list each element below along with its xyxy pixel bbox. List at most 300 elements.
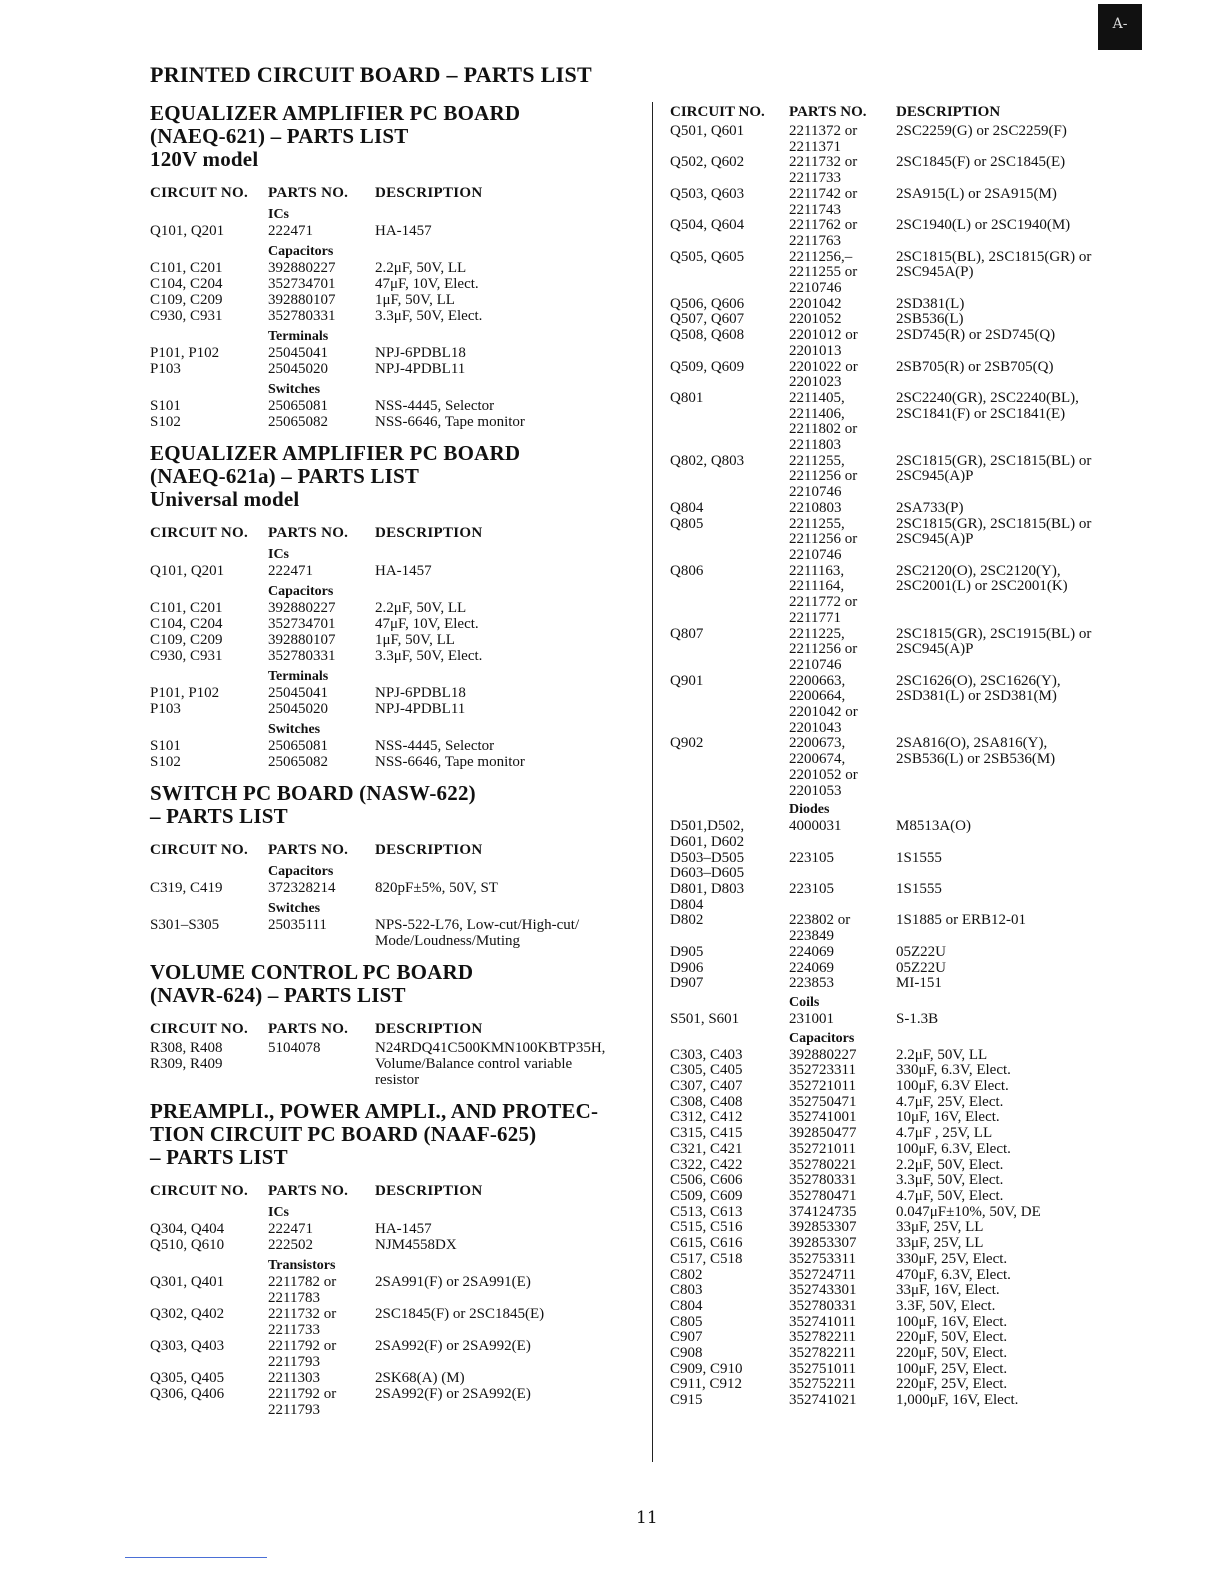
parts-no: 222471 (268, 223, 313, 239)
description: HA-1457 (375, 223, 432, 239)
description: 1μF, 50V, LL (375, 632, 455, 648)
category-name: Switches (268, 901, 321, 916)
header-parts-no: PARTS NO. (268, 1183, 349, 1199)
board-section (150, 442, 630, 770)
board-section (150, 102, 630, 430)
description: 1S1555 (896, 881, 942, 898)
circuit-no: Q509, Q609 (670, 358, 745, 375)
table-row (670, 736, 1140, 799)
column-header (150, 1183, 630, 1200)
header-circuit-no: CIRCUIT NO. (150, 1183, 249, 1199)
category-spacer (150, 547, 268, 563)
description: 2SA991(F) or 2SA991(E) (375, 1274, 531, 1290)
section-title: EQUALIZER AMPLIFIER PC BOARD (NAEQ-621a) – PARTS LIST Universal model (150, 441, 521, 511)
circuit-no: C104, C204 (150, 616, 223, 632)
description: 2SC1845(F) or 2SC1845(E) (375, 1306, 545, 1322)
category-label (150, 207, 630, 223)
table-row (150, 260, 630, 276)
circuit-no: S101 (150, 738, 181, 754)
table-row (670, 819, 1140, 850)
table-row (670, 1012, 1140, 1028)
circuit-no: Q801 (670, 389, 704, 406)
table-row (150, 880, 630, 896)
parts-no: 2201042 2201052 2201012 or 2201013 (789, 295, 858, 359)
table-row (150, 1338, 630, 1354)
description: 1S1555 (896, 849, 942, 866)
parts-no: 2211163, 2211164, 2211772 or 2211771 (789, 562, 858, 626)
circuit-no: Q503, Q603 (670, 185, 745, 202)
board-section (150, 961, 630, 1088)
circuit-no: D802 (670, 912, 704, 929)
category-name: Terminals (268, 669, 329, 684)
table-row (150, 685, 630, 701)
circuit-no: R308, R408 (150, 1040, 223, 1056)
parts-no: 352780331 (268, 648, 336, 664)
table-row (670, 218, 1140, 249)
column-header (150, 842, 630, 859)
header-parts-no: PARTS NO. (268, 1021, 349, 1037)
circuit-no: C930, C931 (150, 648, 223, 664)
parts-no: 2211783 (268, 1290, 320, 1306)
parts-no: 2211225, 2211256 or 2210746 (789, 625, 858, 673)
parts-no: 2211792 or (268, 1386, 337, 1402)
category-spacer (670, 801, 789, 819)
description: NSS-4445, Selector (375, 738, 495, 754)
circuit-no: R309, R409 (150, 1056, 223, 1072)
category-spacer (150, 1258, 268, 1274)
category-label (150, 244, 630, 260)
column-header (150, 1021, 630, 1038)
description: 1S1885 or ERB12-01 (896, 912, 1027, 929)
category-name: Capacitors (268, 864, 334, 879)
category-label (150, 329, 630, 345)
underline-rule (125, 1557, 267, 1558)
table-row (150, 276, 630, 292)
description: 2SC1940(L) or 2SC1940(M) (896, 217, 1071, 234)
description: Mode/Loudness/Muting (375, 933, 520, 949)
circuit-no: D905 D906 D907 (670, 943, 704, 992)
board-section (150, 782, 630, 949)
header-parts-no: PARTS NO. (268, 525, 349, 541)
description: 2SC2240(GR), 2SC2240(BL), 2SC1841(F) or 2SC1841(E) (896, 389, 1079, 422)
header-description: DESCRIPTION (896, 104, 1001, 120)
header-circuit-no: CIRCUIT NO. (150, 525, 249, 541)
parts-no: 25065081 (268, 398, 328, 414)
circuit-no: C104, C204 (150, 276, 223, 292)
table-row (150, 414, 630, 430)
table-row (150, 1354, 630, 1370)
category-label (150, 901, 630, 917)
header-parts-no: PARTS NO. (268, 185, 349, 201)
description: NPJ-4PDBL11 (375, 361, 466, 377)
description: 2SC1626(O), 2SC1626(Y), 2SD381(L) or 2SD381(M) (896, 672, 1061, 705)
parts-no: 222471 (268, 1221, 313, 1237)
table-row (150, 917, 630, 933)
parts-no: 25065082 (268, 754, 328, 770)
parts-no: 2211793 (268, 1354, 320, 1370)
circuit-no: D503–D505 D603–D605 (670, 849, 745, 882)
description: 2.2μF, 50V, LL (375, 600, 467, 616)
parts-no: 2211732 or (268, 1306, 337, 1322)
category-spacer (150, 244, 268, 260)
description: HA-1457 (375, 1221, 432, 1237)
right-column (670, 104, 1140, 1409)
circuit-no (150, 1072, 268, 1088)
section-title: PREAMPLI., POWER AMPLI., AND PROTEC- TION CIRCUIT PC BOARD (NAAF-625) – PARTS LIST (150, 1099, 599, 1169)
description: 2SC2259(G) or 2SC2259(F) (896, 123, 1067, 139)
table-row (150, 933, 630, 949)
circuit-no (150, 1402, 268, 1418)
circuit-no: Q303, Q403 (150, 1338, 225, 1354)
category-name: ICs (268, 207, 290, 222)
parts-no: 372328214 (268, 880, 336, 896)
header-circuit-no: CIRCUIT NO. (150, 1021, 249, 1037)
category-name: ICs (268, 1205, 290, 1220)
parts-no: 2200663, 2200664, 2201042 or 2201043 (789, 672, 858, 736)
circuit-no: Q304, Q404 (150, 1221, 225, 1237)
parts-no (268, 1072, 375, 1088)
description: 2SA992(F) or 2SA992(E) (375, 1338, 531, 1354)
table-row (150, 1221, 630, 1237)
corner-tab: A- (1098, 4, 1142, 50)
circuit-no: C101, C201 (150, 260, 223, 276)
table-row (670, 187, 1140, 218)
table-row (670, 945, 1140, 992)
description: HA-1457 (375, 563, 432, 579)
description: NPJ-4PDBL11 (375, 701, 466, 717)
circuit-no: Q505, Q605 (670, 248, 745, 265)
header-description: DESCRIPTION (375, 525, 483, 541)
description: NSS-6646, Tape monitor (375, 754, 525, 770)
header-circuit-no: CIRCUIT NO. (670, 104, 765, 120)
description: 2SA992(F) or 2SA992(E) (375, 1386, 531, 1402)
parts-no: 2201022 or 2201023 (789, 358, 858, 391)
circuit-no: Q802, Q803 (670, 452, 745, 469)
circuit-no: S102 (150, 414, 181, 430)
parts-no: 25065082 (268, 414, 328, 430)
circuit-no: S501, S601 (670, 1010, 740, 1027)
category-spacer (150, 207, 268, 223)
description: NPJ-6PDBL18 (375, 345, 466, 361)
category-spacer (150, 864, 268, 880)
category-label (150, 1258, 630, 1274)
circuit-no: Q807 (670, 625, 704, 642)
header-circuit-no: CIRCUIT NO. (150, 185, 249, 201)
circuit-no: C930, C931 (150, 308, 223, 324)
parts-no: 2211303 (268, 1370, 320, 1386)
table-row (150, 701, 630, 717)
description: Volume/Balance control variable (375, 1056, 573, 1072)
section-title: VOLUME CONTROL PC BOARD (NAVR-624) – PARTS LIST (150, 960, 474, 1007)
parts-no: 2211255, 2211256 or 2210746 (789, 452, 858, 501)
parts-no: 2210803 2211255, 2211256 or 2210746 (789, 499, 858, 563)
header-description: DESCRIPTION (375, 842, 483, 858)
table-row (150, 1306, 630, 1322)
parts-no: 25065081 (268, 738, 328, 754)
parts-no: 2211733 (268, 1322, 320, 1338)
table-row (150, 1072, 630, 1088)
page-number: 11 (636, 1508, 658, 1528)
description: NPS-522-L76, Low-cut/High-cut/ (375, 917, 580, 933)
table-row (670, 360, 1140, 391)
parts-no: 222471 (268, 563, 313, 579)
description: 05Z22U 05Z22U MI-151 (896, 943, 946, 992)
description: NSS-4445, Selector (375, 398, 495, 414)
table-row (150, 738, 630, 754)
circuit-no: P101, P102 (150, 345, 220, 361)
table-row (150, 398, 630, 414)
category-name: Capacitors (268, 584, 334, 599)
description: 47μF, 10V, Elect. (375, 616, 479, 632)
circuit-no: Q502, Q602 (670, 154, 745, 171)
table-row (150, 1370, 630, 1386)
description: 2SC1845(F) or 2SC1845(E) (896, 154, 1066, 171)
table-row (150, 361, 630, 377)
parts-no: 2211405, 2211406, 2211802 or 2211803 (789, 389, 858, 454)
circuit-no: Q901 (670, 672, 704, 689)
table-row (150, 1402, 630, 1418)
table-row (150, 563, 630, 579)
category-label (150, 547, 630, 563)
circuit-no: S102 (150, 754, 181, 770)
circuit-no (150, 1322, 268, 1338)
header-circuit-no: CIRCUIT NO. (150, 842, 249, 858)
circuit-no: C109, C209 (150, 292, 223, 308)
parts-no: 2200673, 2200674, 2201052 or 2201053 (789, 735, 858, 799)
circuit-no (150, 1290, 268, 1306)
description (375, 1354, 630, 1370)
table-row (150, 1274, 630, 1290)
column-header (670, 104, 1140, 121)
parts-no: 4000031 (789, 818, 842, 835)
parts-no: 2211256,– 2211255 or 2210746 (789, 248, 858, 297)
circuit-no: S101 (150, 398, 181, 414)
table-row (150, 600, 630, 616)
circuit-no: D501,D502, D601, D602 (670, 818, 745, 850)
category-spacer (150, 1205, 268, 1221)
parts-no: 392880107 (268, 632, 336, 648)
table-row (150, 1040, 630, 1056)
category-label (150, 864, 630, 880)
circuit-no: S301–S305 (150, 917, 220, 933)
parts-no: 392880227 (268, 600, 336, 616)
parts-no: 2211372 or 2211371 (789, 123, 858, 155)
table-row (670, 250, 1140, 297)
circuit-no: Q305, Q405 (150, 1370, 225, 1386)
parts-no: 224069 224069 223853 (789, 943, 834, 992)
table-row (150, 1290, 630, 1306)
description: 2.2μF, 50V, LL 330μF, 6.3V, Elect. 100μF, 6.3V Elect. 4.7μF, 25V, Elect. 10μF, 16V, Elect. 4.7μF , 25V, LL 100μF, 6.3V, Elect. 2.2μF, 50V, Elect. 3.3μF, 50V, Elect. 4.7μF, 50V, Elect. 0.047μF±10%, 50V, DE 33μF, 25V, LL 33μF, 25V, LL 330μF, 25V, Elect. 470μF, 6.3V, Elect. 33μF, 16V, Elect. 3.3F, 50V, Elect. 100μF, 16V, Elect. 220μF, 50V, Elect. 220μF, 50V, Elect. 100μF, 25V, Elect. 220μF, 25V, Elect. 1,000μF, 16V, Elect. (896, 1046, 1041, 1409)
description: 2SC1815(BL), 2SC1815(GR) or 2SC945A(P) (896, 248, 1092, 281)
parts-no: 2211742 or 2211743 (789, 185, 858, 218)
category-label (150, 669, 630, 685)
circuit-no: Q101, Q201 (150, 223, 225, 239)
parts-no: 352734701 (268, 616, 336, 632)
parts-no (268, 933, 375, 949)
description (375, 1290, 630, 1306)
table-row (150, 1056, 630, 1072)
table-row (150, 308, 630, 324)
parts-no (268, 1056, 375, 1072)
category-label (150, 584, 630, 600)
parts-no: 2211732 or 2211733 (789, 154, 858, 187)
parts-no: 2211762 or 2211763 (789, 217, 858, 249)
table-row (150, 648, 630, 664)
table-row (150, 1322, 630, 1338)
column-header (150, 185, 630, 202)
description: NPJ-6PDBL18 (375, 685, 466, 701)
description: 2SA915(L) or 2SA915(M) (896, 185, 1057, 202)
category-name: Diodes (789, 802, 830, 818)
description: S-1.3B (896, 1010, 939, 1027)
category-name: Switches (268, 722, 321, 737)
category-spacer (150, 584, 268, 600)
parts-no: 25045020 (268, 361, 328, 377)
circuit-no: Q806 (670, 562, 704, 579)
category-name: Switches (268, 382, 321, 397)
circuit-no: Q804 Q805 (670, 499, 704, 532)
category-label (670, 801, 1140, 819)
table-row (670, 297, 1140, 360)
description: 2SB705(R) or 2SB705(Q) (896, 358, 1054, 375)
table-row (150, 632, 630, 648)
header-description: DESCRIPTION (375, 1183, 483, 1199)
parts-no: 25045041 (268, 345, 328, 361)
category-spacer (150, 382, 268, 398)
circuit-no: C109, C209 (150, 632, 223, 648)
table-row (670, 454, 1140, 501)
description: 3.3μF, 50V, Elect. (375, 648, 483, 664)
table-row (150, 616, 630, 632)
parts-no: 352734701 (268, 276, 336, 292)
table-row (670, 851, 1140, 882)
table-row (670, 124, 1140, 155)
category-label (670, 1030, 1140, 1048)
category-name: ICs (268, 547, 290, 562)
header-parts-no: PARTS NO. (268, 842, 349, 858)
parts-no: 25045020 (268, 701, 328, 717)
description: 3.3μF, 50V, Elect. (375, 308, 483, 324)
table-row (670, 674, 1140, 737)
description: NJM4558DX (375, 1237, 457, 1253)
description: resistor (375, 1072, 420, 1088)
circuit-no: Q506, Q606 Q507, Q607 Q508, Q608 (670, 295, 745, 344)
circuit-no: Q302, Q402 (150, 1306, 225, 1322)
table-row (670, 913, 1140, 944)
description: 2SC2120(O), 2SC2120(Y), 2SC2001(L) or 2SC2001(K) (896, 562, 1068, 595)
circuit-no: Q504, Q604 (670, 217, 745, 234)
table-row (670, 627, 1140, 674)
category-name: Coils (789, 994, 820, 1010)
category-spacer (150, 901, 268, 917)
category-label (150, 722, 630, 738)
description: M8513A(O) (896, 818, 971, 835)
description: 2SC1815(GR), 2SC1815(BL) or 2SC945(A)P (896, 452, 1092, 485)
circuit-no: C319, C419 (150, 880, 223, 896)
category-spacer (150, 329, 268, 345)
description: 2SD381(L) 2SB536(L) 2SD745(R) or 2SD745(Q) (896, 295, 1056, 344)
table-row (670, 1048, 1140, 1409)
category-spacer (150, 722, 268, 738)
page-title: PRINTED CIRCUIT BOARD – PARTS LIST (150, 62, 592, 87)
circuit-no: Q902 (670, 735, 704, 752)
description: N24RDQ41C500KMN100KBTP35H, (375, 1040, 606, 1056)
table-row (670, 391, 1140, 454)
section-title: SWITCH PC BOARD (NASW-622) – PARTS LIST (150, 781, 476, 828)
category-label (670, 994, 1140, 1012)
parts-no: 223105 (789, 849, 834, 866)
category-label (150, 382, 630, 398)
description: 47μF, 10V, Elect. (375, 276, 479, 292)
description: 820pF±5%, 50V, ST (375, 880, 498, 896)
header-description: DESCRIPTION (375, 1021, 483, 1037)
description: 2.2μF, 50V, LL (375, 260, 467, 276)
parts-no: 231001 (789, 1010, 834, 1027)
category-label (150, 1205, 630, 1221)
parts-no: 25045041 (268, 685, 328, 701)
circuit-no: C303, C403 C305, C405 C307, C407 C308, C408 C312, C412 C315, C415 C321, C421 C322, C422 C506, C606 C509, C609 C513, C613 C515, C516 C615, C616 C517, C518 C802 C803 C804 C805 C907 C908 C909, C910 C911, C912 C915 (670, 1046, 743, 1409)
table-row (150, 292, 630, 308)
category-spacer (670, 1030, 789, 1048)
parts-no: 2211792 or (268, 1338, 337, 1354)
table-row (150, 223, 630, 239)
parts-no: 5104078 (268, 1040, 321, 1056)
table-row (150, 754, 630, 770)
category-name: Capacitors (789, 1030, 855, 1046)
category-spacer (150, 669, 268, 685)
circuit-no: P103 (150, 701, 181, 717)
column-divider (652, 102, 653, 1462)
parts-no: 222502 (268, 1237, 313, 1253)
description (375, 1402, 630, 1418)
description: NSS-6646, Tape monitor (375, 414, 525, 430)
circuit-no: Q501, Q601 (670, 123, 745, 139)
description (375, 1322, 630, 1338)
parts-no: 392880227 (268, 260, 336, 276)
circuit-no: D801, D803 D804 (670, 881, 745, 913)
column-header (150, 525, 630, 542)
board-section (150, 1100, 630, 1418)
circuit-no: P101, P102 (150, 685, 220, 701)
table-row (670, 882, 1140, 913)
parts-no: 223105 (789, 881, 834, 898)
description: 2SK68(A) (M) (375, 1370, 465, 1386)
parts-no: 392880107 (268, 292, 336, 308)
table-row (670, 155, 1140, 186)
parts-no: 25035111 (268, 917, 327, 933)
header-parts-no: PARTS NO. (789, 104, 867, 120)
table-row (670, 564, 1140, 627)
circuit-no: Q101, Q201 (150, 563, 225, 579)
table-row (150, 345, 630, 361)
category-name: Transistors (268, 1258, 336, 1273)
circuit-no: P103 (150, 361, 181, 377)
circuit-no: Q301, Q401 (150, 1274, 225, 1290)
description: 2SC1815(GR), 2SC1915(BL) or 2SC945(A)P (896, 625, 1092, 658)
circuit-no: Q306, Q406 (150, 1386, 225, 1402)
parts-no: 392880227 352723311 352721011 352750471 352741001 392850477 352721011 352780221 352780331 352780471 374124735 392853307 392853307 352753311 352724711 352743301 352780331 352741011 352782211 352782211 352751011 352752211 352741021 (789, 1046, 857, 1409)
circuit-no: C101, C201 (150, 600, 223, 616)
parts-no: 2211793 (268, 1402, 320, 1418)
parts-no: 352780331 (268, 308, 336, 324)
parts-no: 223802 or 223849 (789, 912, 851, 945)
category-name: Terminals (268, 329, 329, 344)
circuit-no (150, 933, 268, 949)
description: 1μF, 50V, LL (375, 292, 455, 308)
parts-no: 2211782 or (268, 1274, 337, 1290)
table-row (150, 1237, 630, 1253)
category-name: Capacitors (268, 244, 334, 259)
